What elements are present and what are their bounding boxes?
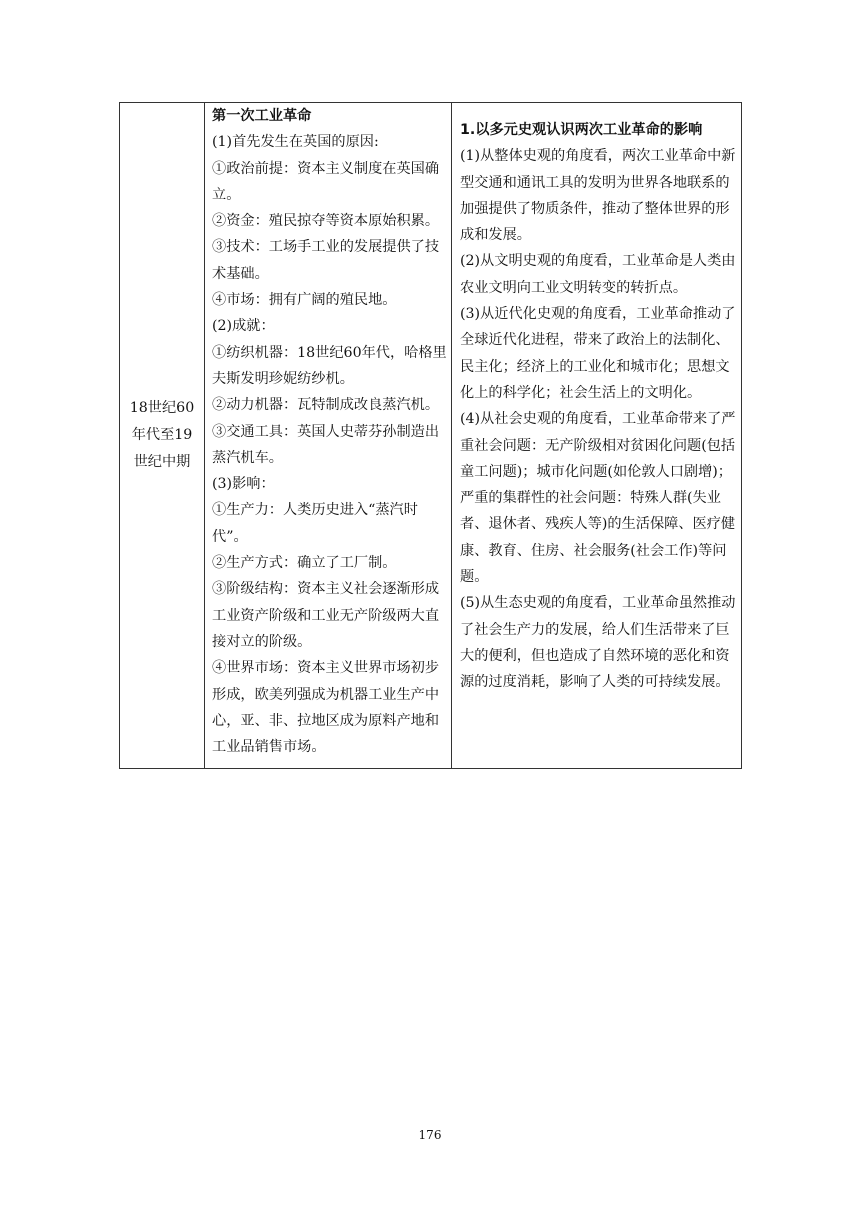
text-line: ②资金：殖民掠夺等资本原始积累。 xyxy=(212,213,440,230)
text-line: ①生产力：人类历史进入“蒸汽时代”。 xyxy=(212,502,418,545)
text-line: ③交通工具：英国人史蒂芬孙制造出蒸汽机车。 xyxy=(212,423,440,466)
table-row xyxy=(120,103,742,769)
text-line: (1)从整体史观的角度看，两次工业革命中新型交通和通讯工具的发明为世界各地联系的加强提供了物质条件，推动了整体世界的形成和发展。 xyxy=(460,148,736,244)
text-line: (5)从生态史观的角度看，工业革命虽然推动了社会生产力的发展，给人们生活带来了巨大的便利，但也造成了自然环境的恶化和资源的过度消耗，影响了人类的可持续发展。 xyxy=(460,595,736,691)
text-line: (2)成就： xyxy=(212,318,275,335)
text-line: ①政治前提：资本主义制度在英国确立。 xyxy=(212,160,440,203)
text-line: ④世界市场：资本主义世界市场初步形成，欧美列强成为机器工业生产中心，亚、非、拉地区成为原料产地和工业品销售市场。 xyxy=(212,660,440,756)
text-line: ③阶级结构：资本主义社会逐渐形成工业资产阶级和工业无产阶级两大直接对立的阶级。 xyxy=(212,581,440,650)
text-line: ①纺织机器：18世纪60年代，哈格里夫斯发明珍妮纺纱机。 xyxy=(212,344,447,387)
period-label: 18世纪60年代至19世纪中期 xyxy=(129,400,195,471)
page-number: 176 xyxy=(418,1128,442,1142)
text-line: (2)从文明史观的角度看，工业革命是人类由农业文明向工业文明转变的转折点。 xyxy=(460,253,736,296)
text-line: (3)从近代化史观的角度看，工业革命推动了全球近代化进程，带来了政治上的法制化、民主化；经济上的工业化和城市化；思想文化上的科学化；社会生活上的文明化。 xyxy=(460,306,736,401)
period-cell xyxy=(120,103,205,769)
text-line: ④市场：拥有广阔的殖民地。 xyxy=(212,292,397,309)
text-line: ②动力机器：瓦特制成改良蒸汽机。 xyxy=(212,397,440,414)
content-table xyxy=(119,102,742,769)
section-heading: 第一次工业革命 xyxy=(212,108,312,124)
text-line: ②生产方式：确立了工厂制。 xyxy=(212,555,397,572)
first-industrial-revolution-cell xyxy=(205,103,452,769)
text-line: (1)首先发生在英国的原因: xyxy=(212,134,379,151)
text-line: (4)从社会史观的角度看，工业革命带来了严重社会问题：无产阶级相对贫困化问题(包括童工问题)；城市化问题(如伦敦人口剧增)；严重的集群性的社会问题：特殊人群(失业者、退休者、残疾人等)的生活保障、医疗健康、教育、住房、社会服务(社会工作)等问题。 xyxy=(460,411,736,586)
text-line: (3)影响： xyxy=(212,476,275,493)
text-line: ③技术：工场手工业的发展提供了技术基础。 xyxy=(212,239,440,282)
section-heading: 1.以多元史观认识两次工业革命的影响 xyxy=(460,122,703,138)
multi-perspective-cell xyxy=(452,103,742,769)
